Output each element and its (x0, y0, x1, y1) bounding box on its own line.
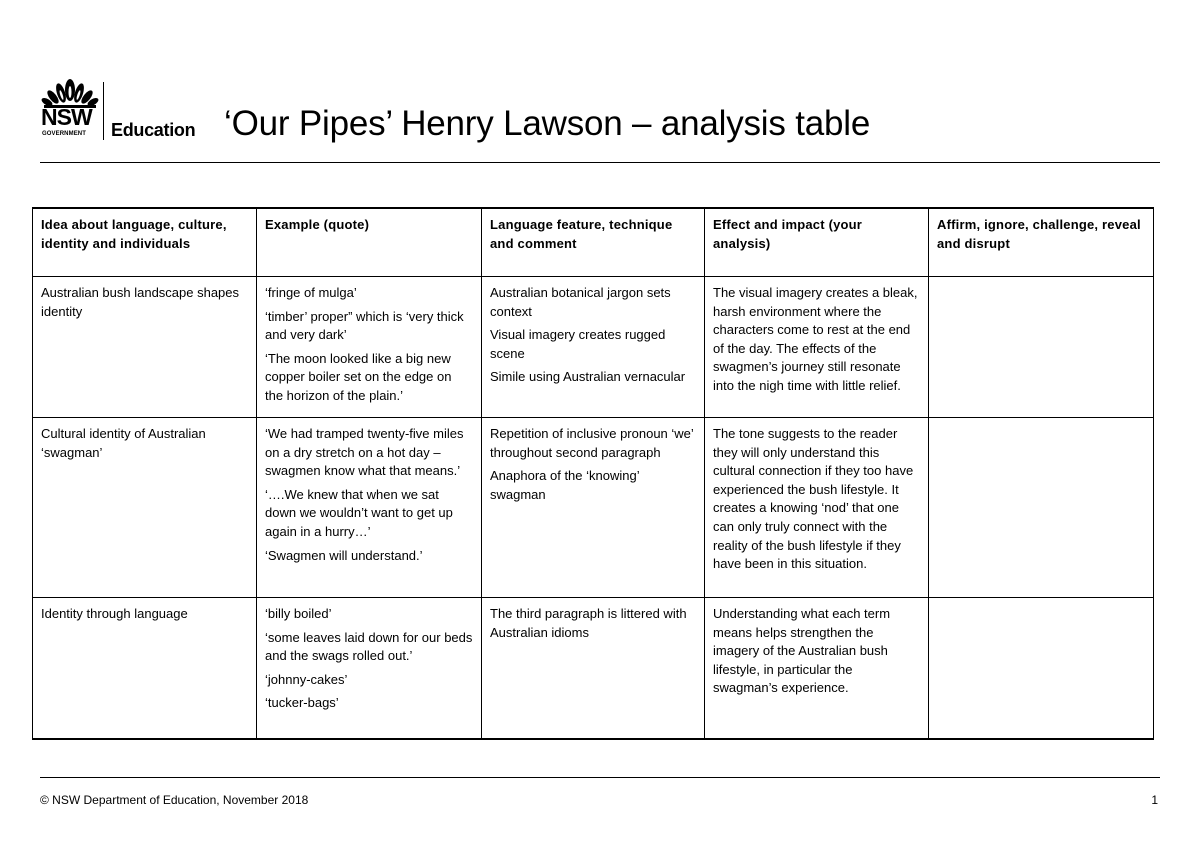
feature-text: Anaphora of the ‘knowing’ swagman (490, 468, 640, 502)
logo-government-text: GOVERNMENT (42, 131, 87, 137)
feature-text: Repetition of inclusive pronoun ‘we’ throughout second paragraph (490, 426, 694, 460)
idea-text: Australian bush landscape shapes identity (41, 285, 240, 319)
example-quote: ‘timber’ proper” which is ‘very thick and very dark’ (265, 308, 464, 343)
cell-effect (705, 418, 929, 598)
footer-divider (40, 777, 1160, 778)
cell-affirm (929, 418, 1154, 598)
page-header (40, 76, 1160, 163)
footer-copyright: © NSW Department of Education, November 2018 (40, 793, 309, 807)
cell-effect (705, 598, 929, 739)
cell-affirm (929, 598, 1154, 739)
cell-features (482, 418, 705, 598)
feature-text: Visual imagery creates rugged scene (490, 327, 666, 361)
feature-text: Australian botanical jargon sets context (490, 285, 671, 319)
cell-effect (705, 277, 929, 418)
effect-text: Understanding what each term means helps strengthen the imagery of the Australian bush lifestyle, in particular the swagman’s experience. (713, 606, 891, 696)
cell-idea (33, 418, 257, 598)
cell-examples (257, 598, 482, 739)
cell-examples (257, 277, 482, 418)
page-title: ‘Our Pipes’ Henry Lawson – analysis table (224, 104, 871, 143)
cell-affirm (929, 277, 1154, 418)
cell-features (482, 277, 705, 418)
header-feature: Language feature, technique and comment (482, 208, 705, 277)
example-quote: ‘johnny-cakes’ (265, 671, 348, 687)
feature-text: The third paragraph is littered with Australian idioms (490, 606, 687, 640)
table-row (33, 418, 1154, 598)
header-affirm: Affirm, ignore, challenge, reveal and disrupt (929, 208, 1154, 277)
idea-text: Identity through language (41, 606, 188, 621)
example-quote: ‘fringe of mulga’ (265, 285, 357, 300)
page-number: 1 (1151, 793, 1158, 807)
logo-divider (103, 82, 104, 140)
example-quote: ‘The moon looked like a big new copper boiler set on the edge on the horizon of the plain.’ (265, 350, 452, 403)
header-example: Example (quote) (257, 208, 482, 277)
example-quote: ‘We had tramped twenty-five miles on a dry stretch on a hot day – swagmen know what that means.’ (265, 426, 464, 479)
cell-examples (257, 418, 482, 598)
feature-text: Simile using Australian vernacular (490, 369, 686, 385)
example-quote: ‘….We knew that when we sat down we wouldn’t want to get up again in a hurry…’ (265, 486, 453, 539)
table-row (33, 277, 1154, 418)
header-idea: Idea about language, culture, identity and individuals (33, 208, 257, 277)
cell-idea (33, 277, 257, 418)
cell-features (482, 598, 705, 739)
header-effect: Effect and impact (your analysis) (705, 208, 929, 277)
analysis-table (32, 207, 1154, 740)
effect-text: The visual imagery creates a bleak, harsh environment where the characters come to rest at the end of the day. The effects of the swagmen’s journey still resonate into the nigh time with little relief. (713, 285, 918, 393)
cell-idea (33, 598, 257, 739)
logo-nsw-text: NSW (41, 104, 92, 130)
example-quote: ‘some leaves laid down for our beds and the swags rolled out.’ (265, 629, 473, 664)
table-header-row (33, 208, 1154, 277)
logo-education-text: Education (111, 120, 196, 140)
idea-text: Cultural identity of Australian ‘swagman’ (41, 426, 206, 460)
example-quote: ‘tucker-bags’ (265, 695, 339, 711)
table-row (33, 598, 1154, 739)
example-quote: ‘Swagmen will understand.’ (265, 547, 423, 563)
nsw-education-logo (40, 76, 215, 146)
effect-text: The tone suggests to the reader they will only understand this cultural connection if they too have experienced the bush lifestyle. It creates a knowing ‘nod’ that one can only truly connect with the reality of the bush lifestyle if they have been in this situation. (713, 426, 914, 572)
example-quote: ‘billy boiled’ (265, 606, 332, 621)
